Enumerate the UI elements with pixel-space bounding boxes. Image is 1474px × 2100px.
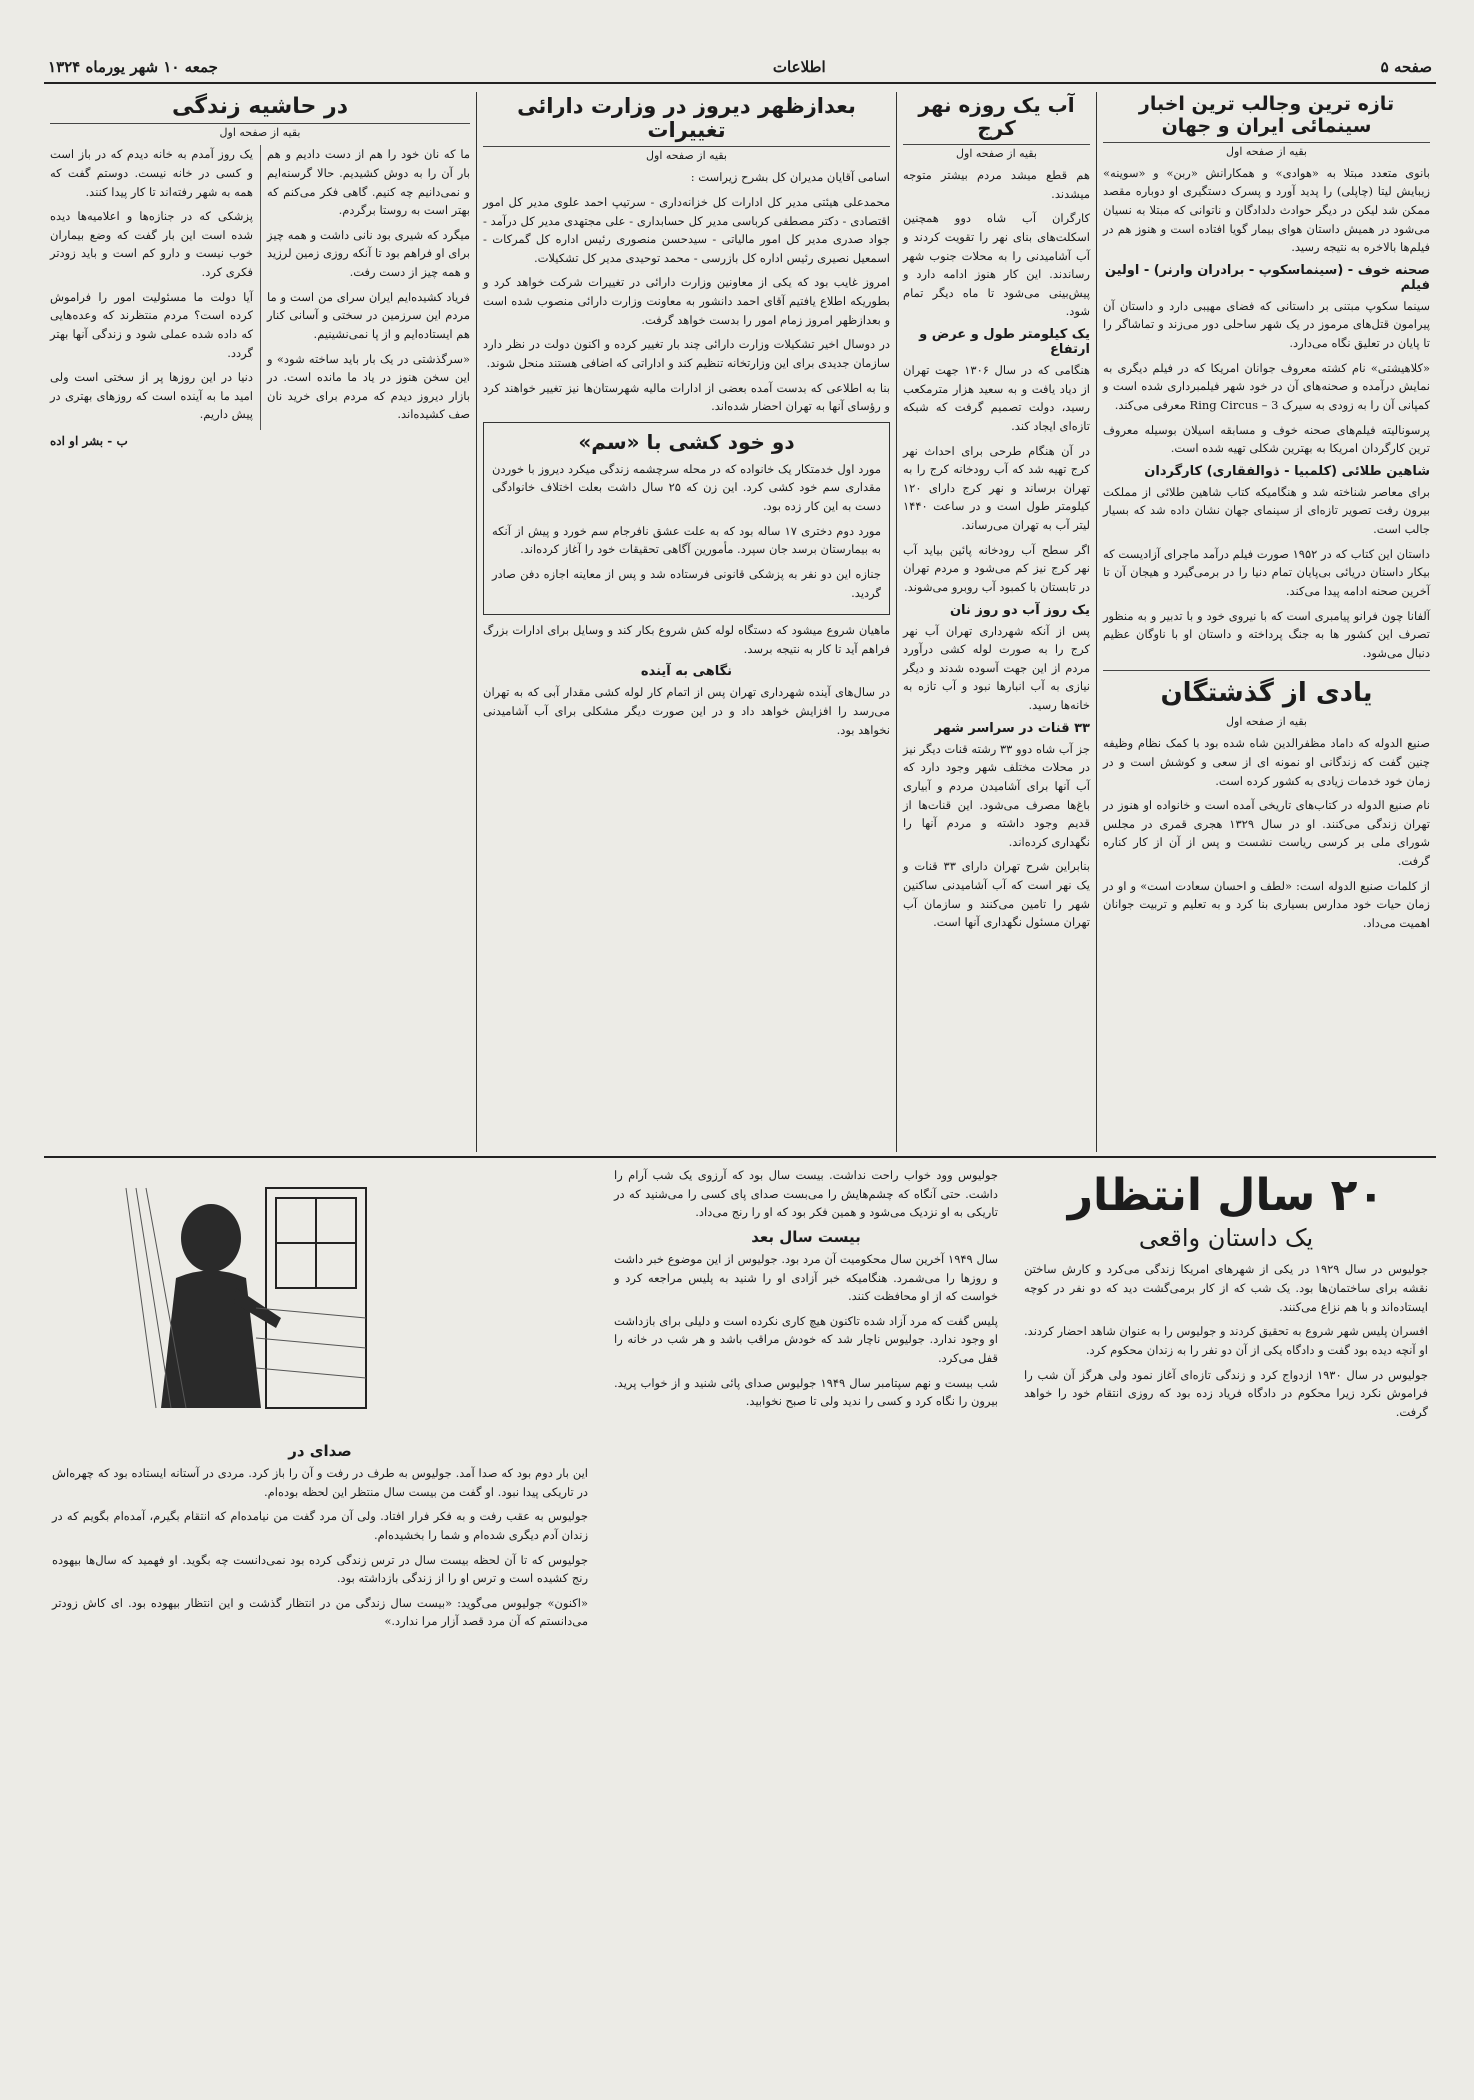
subtitle: صحنه خوف - (سینماسکوپ - برادران وارنر) - اولین فیلم — [1104, 262, 1430, 293]
headline-cinema: تازه ترین وجالب ترین اخبار سینمائی ایران و جهان — [1103, 94, 1430, 143]
paragraph: اگر سطح آب رودخانه پائین بیاید آب نهر کرج نیز کم می‌شود و مردم تهران در تابستان با کمبود آب روبرو می‌شوند. — [903, 542, 1090, 594]
paragraph: «اکنون» جولیوس می‌گوید: «بیست سال زندگی من در انتظار گذشت و این انتظار بیهوده بود. ای کاش زودتر می‌دانستم که آن مرد قصد آزار مرا ندارد.» — [52, 1595, 588, 1629]
paragraph: آیا دولت ما مسئولیت امور را فراموش کرده است؟ مردم منتظرند که وعده‌هایی که داده شده عملی شود و زندگی آنها بهتر گردد. — [50, 289, 253, 360]
paragraph: پلیس گفت که مرد آزاد شده تاکنون هیچ کاری نکرده است و دلیلی برای بازداشت او وجود ندارد. جولیوس ناچار شد که خودش مراقب باشد و هر شب در خانه را قفل می‌کرد. — [614, 1313, 998, 1365]
paragraph: سال ۱۹۴۹ آخرین سال محکومیت آن مرد بود. جولیوس از این موضوع خبر داشت و روزها را می‌شمرد. هنگامیکه خبر آزادی او را شنید به پلیس مراجعه کرد و خواست که از او محافظت کنند. — [614, 1251, 998, 1304]
paragraph: پزشکی که در جنازه‌ها و اعلامیه‌ها دیده شده است این بار گفت که وضع بیماران خوب نیست و دارو کم است و باید زودتر فکری کرد. — [50, 209, 253, 280]
paragraph: فریاد کشیده‌ایم ایران سرای من است و ما مردم این سرزمین در سختی و آسانی کنار هم ایستاده‌ایم و از پا نمی‌نشینیم. — [267, 289, 470, 341]
man-at-window-illustration — [116, 1168, 376, 1418]
divider — [1103, 670, 1430, 671]
byline: ب - بشر او اده — [50, 434, 128, 449]
paragraph: بانوی متعدد مبتلا به «هوادی» و همکارانش «ربن» و «سوینه» زیبایش لیتا (چاپلی) را پدید آورد و پسرک دستگیری او دوباره مقصد ممکن شد لیکن در دیگر حوادث دلدادگان و ناتوانی که مبتلا به نسیان می‌شود در همیش داستان هوای بیمار گویا افتاده است و هنوز هم در فیلم‌ها بالاخره به نتیجه رسید. — [1103, 165, 1430, 255]
column-cinema-news — [1096, 92, 1436, 1152]
paragraph: یک روز آمدم به خانه دیدم که در باز است و کسی در خانه نیست. دوستم گفت که همه به شهر رفته‌اند تا کار پیدا کنند. — [50, 147, 253, 199]
paragraph: ما که نان خود را هم از دست دادیم و هم بار آن را به دوش کشیدیم. حالا گرسنه‌ایم و نمی‌دانیم چه کنیم. گاهی فکر می‌کنم که بهتر است به روستا برگردم. — [267, 147, 470, 218]
paragraph: جولیوس در سال ۱۹۳۰ ازدواج کرد و زندگی تازه‌ای آغاز نمود ولی هرگز آن شب را فراموش نکرد زیرا محکوم در دادگاه فریاد زده بود که روزی انتقام خود را خواهد گرفت. — [1024, 1367, 1429, 1419]
paragraph: «سرگذشتی در یک بار باید ساخته شود» و این سخن هنوز در یاد ما مانده است. در بازار دیروز دیدم که مردم برای خرید نان صف کشیده‌اند. — [267, 351, 470, 422]
paragraph: در دوسال اخیر تشکیلات وزارت دارائی چند بار تغییر کرده و اکنون دولت در نظر دارد سازمان جدیدی برای این وزارتخانه تنظیم کند و اداراتی که اضافی هستند منحل شوند. — [483, 337, 890, 370]
margin-body — [50, 145, 470, 430]
paragraph: جز آب شاه دوو ۳۳ رشته قنات دیگر نیز در محلات مختلف شهر وجود دارد که آب آنها برای آشامیدن مردم و آبیاری باغ‌ها مصرف می‌شود. این قنات‌ها از قدیم وجود داشته و مردم آنها را نگهداری کرده‌اند. — [903, 741, 1090, 849]
paragraph: داستان این کتاب که در ۱۹۵۲ صورت فیلم درآمد ماجرای آزادیست که بیکار داستان دریائی بی‌پایان تمام دنیا را در برمی‌گیرد و هیجان آن تا آخرین صحنه ادامه پیدا می‌کند. — [1103, 546, 1430, 598]
column-karaj-water — [896, 92, 1096, 1152]
masthead — [44, 52, 1436, 84]
paragraph: جولیوس در سال ۱۹۲۹ در یکی از شهرهای امریکا زندگی می‌کرد و کارش ساختن نقشه برای ساختمان‌ها بود. یک شب که از کار برمی‌گشت دید که دو نفر در کوچه ایستاده‌اند و با هم نزاع می‌کنند. — [1024, 1262, 1428, 1314]
subtitle: ۳۳ قنات در سراسر شهر — [934, 720, 1090, 736]
paragraph: جولیوس به عقب رفت و به فکر فرار افتاد. ولی آن مرد گفت من نیامده‌ام که انتقام بگیرم، آمده‌ام بگویم که در زندان آدم دیگری شده‌ام و شما را بخشیده‌ام. — [52, 1509, 588, 1542]
section-title: صدای در — [288, 1442, 352, 1460]
paragraph: آلفانا چون فرانو پیامبری است که با نیروی خود و با تدبیر و به منظور تصرف این کشور ها به جنگ پرداخته و داستان او با ناوگان عظیم دنبال می‌شود. — [1103, 608, 1430, 660]
headline-suicide: دو خود کشی با «سم» — [578, 429, 795, 454]
subhead-finance: بقیه از صفحه اول — [646, 149, 727, 163]
paragraph: سینما سکوپ مبتنی بر داستانی که فضای مهیبی دارد و داستان آن پیرامون قتل‌های مرموز در یک شهر ساحلی دور می‌زند و تماشاگر را تا پایان در تعلیق نگاه می‌دارد. — [1103, 298, 1430, 351]
column-finance-ministry — [476, 92, 896, 1152]
suicide-story-box — [483, 422, 890, 615]
paragraph: صنیع الدوله که داماد مظفرالدین شاه شده بود با کمک نظام وظیفه چنین گفت که زندگانی او نمونه ای از سعی و کوشش است و در زمان خود خدمات زیادی به کشور کرده است. — [1103, 736, 1430, 788]
paragraph: جنازه این دو نفر به پزشکی قانونی فرستاده شد و پس از معاینه اجازه دفن صادر گردید. — [492, 566, 881, 600]
page-number: صفحه ۵ — [1380, 58, 1432, 76]
paragraph: کارگران آب شاه دوو همچنین اسکلت‌های بنای نهر را تقویت کردند و آب آشامیدنی را به محلات جنوب شهر رساندند. این کار هنوز ادامه دارد و پیش‌بینی می‌شود تا ماه دیگر تمام شود. — [903, 211, 1090, 319]
story-title: ۲۰ سال انتظار — [1067, 1170, 1385, 1221]
paragraph: محمدعلی هیئتی مدیر کل ادارات کل خزانه‌داری - سرتیپ احمد علوی مدیر کل امور اقتصادی - دکتر مصطفی کرباسی مدیر کل حسابداری - علی مجتهدی مدیر کل درآمد - جواد صدری مدیر کل امور مالیاتی - سیدحسن منصوری رئیس اداره کل گمرکات - اسمعیل نصیری رئیس اداره کل بازرسی - محمد توحیدی مدیر کل تشکیلات. — [483, 194, 890, 265]
story-left-column — [44, 1438, 596, 1637]
paragraph: هم قطع میشد مردم بیشتر متوجه میشدند. — [903, 168, 1090, 201]
story-title-column — [1016, 1166, 1436, 1427]
subhead-cinema: بقیه از صفحه اول — [1226, 144, 1307, 158]
paragraph: اسامی آقایان مدیران کل بشرح زیراست : — [690, 170, 890, 185]
paragraph: در آن هنگام طرحی برای احداث نهر کرج تهیه شد که آب رودخانه کرج را به تهران برساند و نهر کرج دارای ۱۲۰ کیلومتر طول است و در ساعت ۱۴۴۰ لیتر آب به تهران می‌رساند. — [903, 443, 1090, 532]
paragraph: امروز غایب بود که یکی از معاونین وزارت دارائی در تغییرات شرکت خواهد کرد و بطوریکه اطلاع یافتیم آقای احمد دانشور به معاونت وزارت دارائی منصوب شده است و بعدازظهر امروز زمام امور را بدست خواهد گرفت. — [483, 275, 890, 327]
paragraph: پس از آنکه شهرداری تهران آب نهر کرج را به صورت لوله کشی درآورد مردم از این جهت آسوده شدند و دیگر نیازی به آب انبارها نبود و آب تازه به خانه‌ها رسید. — [903, 623, 1090, 712]
paper-name: اطلاعات — [772, 58, 826, 76]
headline-remembrance: یادی از گذشتگان — [1160, 678, 1373, 709]
headline-karaj: آب یک روزه نهر کرج — [903, 94, 1090, 145]
headline-margin: در حاشیه زندگی — [50, 94, 470, 124]
paragraph: میگرد که شیری بود نانی داشت و همه چیز برای او فراهم بود تا آنکه روزی زمین لرزید و همه چیز از دست رفت. — [267, 227, 470, 280]
paragraph: این بار دوم بود که صدا آمد. جولیوس به طرف در رفت و آن را باز کرد. مردی در آستانه ایستاده بود که چهره‌اش در تاریکی پیدا نبود. او گفت من بیست سال منتظر این لحظه بوده‌ام. — [52, 1466, 588, 1499]
story-twenty-years — [44, 1156, 1436, 2066]
paragraph: مورد دوم دختری ۱۷ ساله بود که به علت عشق نافرجام سم خورد و پیش از آنکه به بیمارستان برسد جان سپرد. مأمورین آگاهی تحقیقات خود را آغاز کرده‌اند. — [492, 523, 881, 557]
paragraph: ماهیان شروع میشود که دستگاه لوله کش شروع بکار کند و وسایل برای ادارات بزرگ فراهم آید تا کار به نتیجه برسد. — [483, 623, 890, 656]
issue-date: جمعه ۱۰ شهر یورماه ۱۳۲۴ — [48, 58, 218, 76]
paragraph: در سال‌های آینده شهرداری تهران پس از اتمام کار لوله کشی مقدار آبی که به تهران می‌رسد را افزایش خواهد داد و در این صورت دیگر مشکلی برای آب آشامیدنی نخواهد بود. — [483, 685, 891, 737]
headline-finance: بعدازظهر دیروز در وزارت دارائی تغییرات — [483, 94, 890, 147]
paragraph: دنیا در این روزها پر از سختی است ولی امید ما به آینده است که روزهای بهتری در پیش داریم. — [50, 370, 253, 422]
paragraph: «کلاهیشتی» نام کشته معروف جوانان امریکا که در فیلم دیگری به نمایش درآمده و صحنه‌های آن در خود شهر فیلمبرداری شده است و کمپانی آن را به زودی به سیرک Ring Circus – 3 معرفی می‌کند. — [1103, 360, 1430, 412]
paragraph: بنابراین شرح تهران دارای ۳۳ قنات و یک نهر است که آب آشامیدنی ساکنین شهر را تامین می‌کنند و سازمان آب تهران مسئول نگهداری آنها است. — [903, 859, 1091, 930]
story-subtitle: یک داستان واقعی — [1138, 1224, 1314, 1253]
newspaper-page — [44, 44, 1436, 2064]
subtitle: یک کیلومتر طول و عرض و ارتفاع — [919, 327, 1090, 357]
subtitle: شاهین طلائی (کلمبیا - ذوالفقاری) کارگردان — [1144, 463, 1430, 479]
subtitle: نگاهی به آینده — [640, 664, 733, 680]
paragraph: هنگامی که در سال ۱۳۰۶ جهت تهران از دیاد یافت و به سعید هزار مترمکعب رسید، دولت تصمیم گرفت که شبکه تازه‌ای ایجاد کند. — [903, 363, 1090, 433]
section-title: بیست سال بعد — [751, 1227, 861, 1246]
subhead-karaj: بقیه از صفحه اول — [956, 147, 1037, 160]
paragraph: برای معاصر شناخته شد و هنگامیکه کتاب شاهین طلائی از مملکت بیرون رفت تصویر تازه‌ای از سینمای جهان نشان داده شد که بسیار جالب است. — [1103, 484, 1430, 537]
paragraph: پرسونالیته فیلم‌های صحنه خوف و مسابقه اسیلان بوسیله معروف ترین کارگردان امریکا به بهترین شکلی تهیه شده است. — [1103, 422, 1430, 456]
paragraph: بنا به اطلاعی که بدست آمده بعضی از ادارات مالیه شهرستان‌ها نیز تغییر خواهند کرد و رؤسای آنها به تهران احضار شده‌اند. — [483, 380, 890, 414]
paragraph: افسران پلیس شهر شروع به تحقیق کردند و جولیوس را به عنوان شاهد احضار کردند. او آنچه دیده بود گفت و دادگاه یکی از آن دو نفر را به زندان محکوم کرد. — [1024, 1324, 1428, 1357]
paragraph: شب بیست و نهم سپتامبر سال ۱۹۴۹ جولیوس صدای پائی شنید و از خواب پرید. بیرون را نگاه کرد و کسی را ندید ولی تا صبح نخوابید. — [614, 1375, 999, 1409]
paragraph: از کلمات صنیع الدوله است: «لطف و احسان سعادت است» و او در زمان حیات خود مدارس بسیاری بنا کرد و به تعلیم و تربیت جوانان اهمیت می‌داد. — [1103, 878, 1430, 930]
paragraph: جولیوس وود خواب راحت نداشت. بیست سال بود که آرزوی یک شب آرام را داشت. حتی آنگاه که چشم‌هایش را می‌بست صدای پای کسی را می‌شنید که در تاریکی به او نزدیک می‌شود و همین فکر بود که او را رنج می‌داد. — [614, 1168, 998, 1220]
subtitle: یک روز آب دو روز نان — [949, 602, 1090, 618]
column-margin-of-life — [44, 92, 476, 1152]
subhead-remembrance: بقیه از صفحه اول — [1226, 715, 1307, 729]
upper-columns — [44, 92, 1436, 1152]
story-middle-column — [606, 1166, 1006, 1417]
paragraph: مورد اول خدمتکار یک خانواده که در محله سرچشمه زندگی میکرد دیروز با خوردن مقداری سم خود کشی کرد. این زن که ۲۵ سال داشت بعلت اختلاف خانوادگی دست به این کار زده بود. — [492, 461, 881, 514]
paragraph: نام صنیع الدوله در کتاب‌های تاریخی آمده است و خانواده او هنوز در تهران زندگی می‌کنند. او در سال ۱۳۲۹ هجری قمری در مجلس شورای ملی بر کرسی ریاست نشست و پس از آن از کار کناره گرفت. — [1103, 798, 1430, 869]
subhead-margin: بقیه از صفحه اول — [219, 126, 301, 140]
paragraph: جولیوس که تا آن لحظه بیست سال در ترس زندگی کرده بود نمی‌دانست چه بگوید. او فهمید که سال‌ها بیهوده رنج کشیده است و ترس او را از زندگی بازداشته بود. — [52, 1552, 588, 1586]
